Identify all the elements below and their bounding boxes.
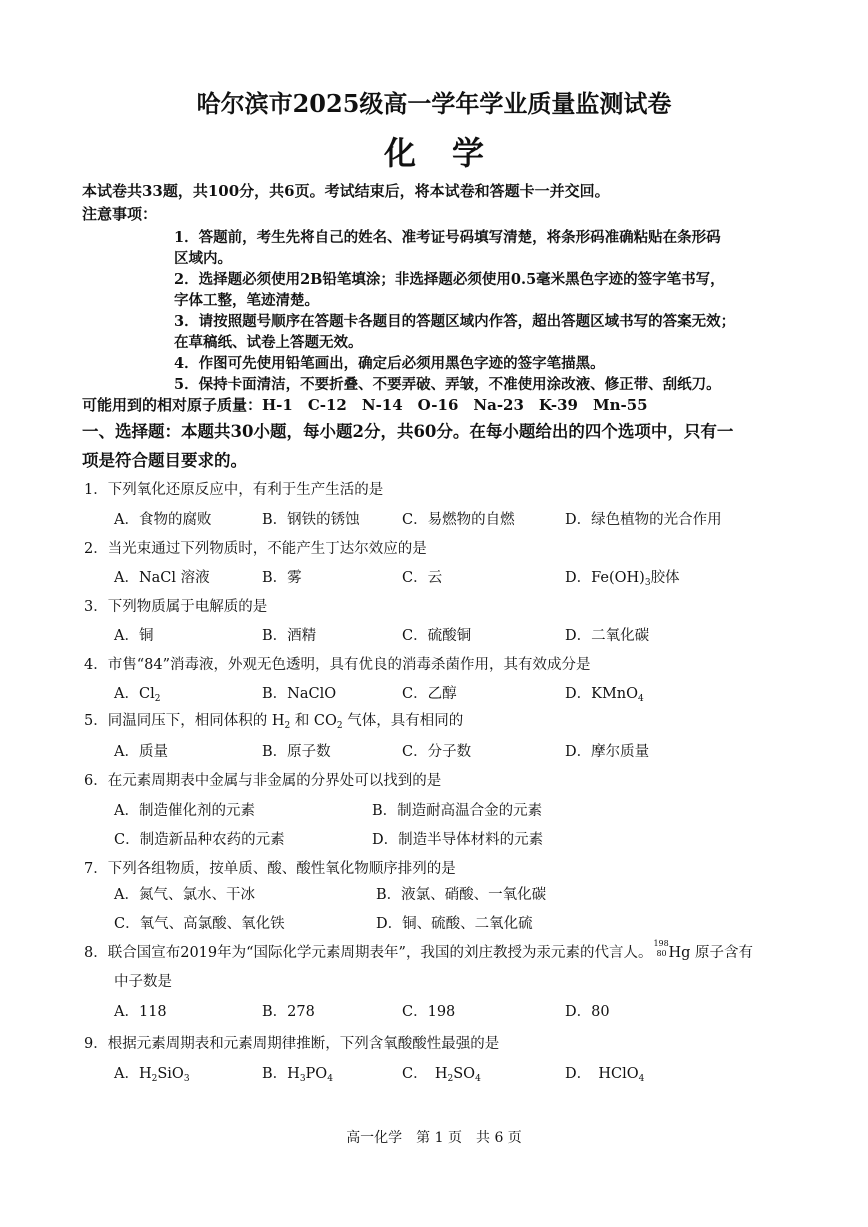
q7-option-a[interactable]: A．氮气、氯水、干冰 — [114, 887, 255, 903]
subscript: 4 — [638, 694, 644, 704]
q7-option-b[interactable]: B．液氯、硝酸、一氧化碳 — [376, 887, 547, 903]
q2-option-a[interactable]: A．NaCl 溶液 — [114, 570, 210, 586]
q9-option-d[interactable] — [565, 1062, 644, 1084]
question-2-stem: 2．当光束通过下列物质时，不能产生丁达尔效应的是 — [84, 541, 427, 557]
subscript: 2 — [336, 721, 343, 731]
q1-option-d[interactable]: D．绿色植物的光合作用 — [565, 512, 722, 528]
q2-option-d[interactable] — [565, 566, 680, 588]
note-line: 区域内。 — [174, 250, 232, 267]
q8-stem-text: 原子含有 — [690, 945, 753, 961]
exam-intro: 本试卷共33题，共100分，共6页。考试结束后，将本试卷和答题卡一并交回。 — [82, 182, 610, 200]
q9-option-c-text: C． H — [402, 1066, 448, 1082]
question-4-stem: 4．市售“84”消毒液，外观无色透明，具有优良的消毒杀菌作用，其有效成分是 — [84, 657, 591, 673]
q2-option-d-text: D．Fe(OH) — [565, 570, 645, 586]
q3-option-b[interactable]: B．酒精 — [262, 628, 317, 644]
question-5-stem — [84, 709, 463, 731]
q5-stem-text: 气体，具有相同的 — [342, 713, 464, 729]
note-line: 字体工整，笔迹清楚。 — [174, 292, 319, 309]
question-1-stem: 1．下列氧化还原反应中，有利于生产生活的是 — [84, 482, 384, 498]
q2-option-c[interactable]: C．云 — [402, 570, 443, 586]
question-9-stem: 9．根据元素周期表和元素周期律推断，下列含氧酸酸性最强的是 — [84, 1036, 500, 1052]
q5-option-b[interactable]: B．原子数 — [262, 744, 331, 760]
subject-title: 化学 — [383, 134, 520, 172]
question-8-stem-cont: 中子数是 — [114, 974, 172, 990]
atomic-masses: 可能用到的相对原子质量：H-1 C-12 N-14 O-16 Na-23 K-39 Mn-55 — [82, 396, 648, 414]
q4-option-d[interactable] — [565, 682, 644, 704]
q6-option-d[interactable]: D．制造半导体材料的元素 — [372, 832, 544, 848]
q5-option-d[interactable]: D．摩尔质量 — [565, 744, 650, 760]
subscript: 3 — [299, 1074, 306, 1084]
q5-stem-text: 5．同温同压下，相同体积的 H — [84, 713, 285, 729]
subscript: 3 — [183, 1074, 190, 1084]
subscript: 4 — [638, 1074, 645, 1084]
q2-option-b[interactable]: B．雾 — [262, 570, 302, 586]
subscript: 2 — [151, 1074, 158, 1084]
section-heading-cont: 项是符合题目要求的。 — [82, 451, 247, 470]
notes-heading: 注意事项： — [82, 205, 158, 223]
q9-option-a-text: A．H — [114, 1066, 152, 1082]
q6-option-c[interactable]: C．制造新品种农药的元素 — [114, 832, 285, 848]
note-line: 在草稿纸、试卷上答题无效。 — [174, 334, 363, 351]
q8-stem-text: 8．联合国宣布2019年为“国际化学元素周期表年”，我国的刘庄教授为汞元素的代言人。 — [84, 945, 653, 961]
subscript: 4 — [475, 1074, 481, 1084]
q9-option-b-text: PO — [305, 1066, 328, 1082]
note-line: 2．选择题必须使用2B铅笔填涂；非选择题必须使用0.5毫米黑色字迹的签字笔书写， — [174, 271, 725, 288]
exam-title: 哈尔滨市2025级高一学年学业质量监测试卷 — [196, 89, 672, 118]
q6-option-a[interactable]: A．制造催化剂的元素 — [114, 803, 255, 819]
q9-option-a[interactable] — [114, 1062, 190, 1084]
q7-option-d[interactable]: D．铜、硫酸、二氧化硫 — [376, 916, 533, 932]
question-7-stem: 7．下列各组物质，按单质、酸、酸性氧化物顺序排列的是 — [84, 861, 456, 877]
q9-option-b-text: B．H — [262, 1066, 300, 1082]
q9-option-b[interactable] — [262, 1062, 333, 1084]
q8-option-a[interactable]: A．118 — [114, 1004, 167, 1020]
subscript: 2 — [447, 1074, 454, 1084]
q2-option-d-text: 胶体 — [650, 570, 680, 586]
q4-option-a-text: A．Cl — [114, 686, 155, 702]
q6-option-b[interactable]: B．制造耐高温合金的元素 — [372, 803, 543, 819]
q9-option-c[interactable] — [402, 1062, 481, 1084]
question-3-stem: 3．下列物质属于电解质的是 — [84, 599, 268, 615]
q8-option-c[interactable]: C．198 — [402, 1004, 456, 1020]
q8-option-d[interactable]: D．80 — [565, 1004, 610, 1020]
question-6-stem: 6．在元素周期表中金属与非金属的分界处可以找到的是 — [84, 773, 442, 789]
q3-option-a[interactable]: A．铜 — [114, 628, 154, 644]
q8-option-b[interactable]: B．278 — [262, 1004, 315, 1020]
q7-option-c[interactable]: C．氧气、高氯酸、氧化铁 — [114, 916, 285, 932]
note-line: 5．保持卡面清洁，不要折叠、不要弄破、弄皱，不准使用涂改液、修正带、刮纸刀。 — [174, 376, 721, 393]
q4-option-b[interactable]: B．NaClO — [262, 686, 337, 702]
q5-option-a[interactable]: A．质量 — [114, 744, 168, 760]
q1-option-b[interactable]: B．钢铁的锈蚀 — [262, 512, 360, 528]
isotope-notation — [652, 939, 669, 958]
q4-option-c[interactable]: C．乙醇 — [402, 686, 457, 702]
subscript: 4 — [327, 1074, 333, 1084]
q9-option-a-text: SiO — [157, 1066, 184, 1082]
subscript: 2 — [154, 694, 161, 704]
q4-option-d-text: D．KMnO — [565, 686, 639, 702]
q4-option-a[interactable] — [114, 682, 160, 704]
q9-option-d-text: D． HClO — [565, 1066, 639, 1082]
subscript: 2 — [284, 721, 291, 731]
note-line: 3．请按照题号顺序在答题卡各题目的答题区域内作答，超出答题区域书写的答案无效； — [174, 313, 736, 330]
section-heading: 一、选择题：本题共30小题，每小题2分，共60分。在每小题给出的四个选项中，只有一 — [82, 422, 734, 441]
mass-number: 198 — [653, 939, 669, 948]
q9-option-c-text: SO — [453, 1066, 476, 1082]
q5-stem-text: 和 CO — [290, 713, 337, 729]
q1-option-a[interactable]: A．食物的腐败 — [114, 512, 212, 528]
note-line: 1．答题前，考生先将自己的姓名、准考证号码填写清楚，将条形码准确粘贴在条形码 — [174, 229, 721, 246]
question-8-stem — [84, 941, 753, 962]
page-footer: 高一化学 第 1 页 共 6 页 — [346, 1130, 522, 1146]
q5-option-c[interactable]: C．分子数 — [402, 744, 472, 760]
atomic-number: 80 — [656, 949, 667, 958]
q3-option-d[interactable]: D．二氧化碳 — [565, 628, 650, 644]
q3-option-c[interactable]: C．硫酸铜 — [402, 628, 472, 644]
element-symbol: Hg — [668, 945, 691, 961]
note-line: 4．作图可先使用铅笔画出，确定后必须用黑色字迹的签字笔描黑。 — [174, 355, 605, 372]
q1-option-c[interactable]: C．易燃物的自燃 — [402, 512, 515, 528]
subscript: 3 — [644, 578, 651, 588]
